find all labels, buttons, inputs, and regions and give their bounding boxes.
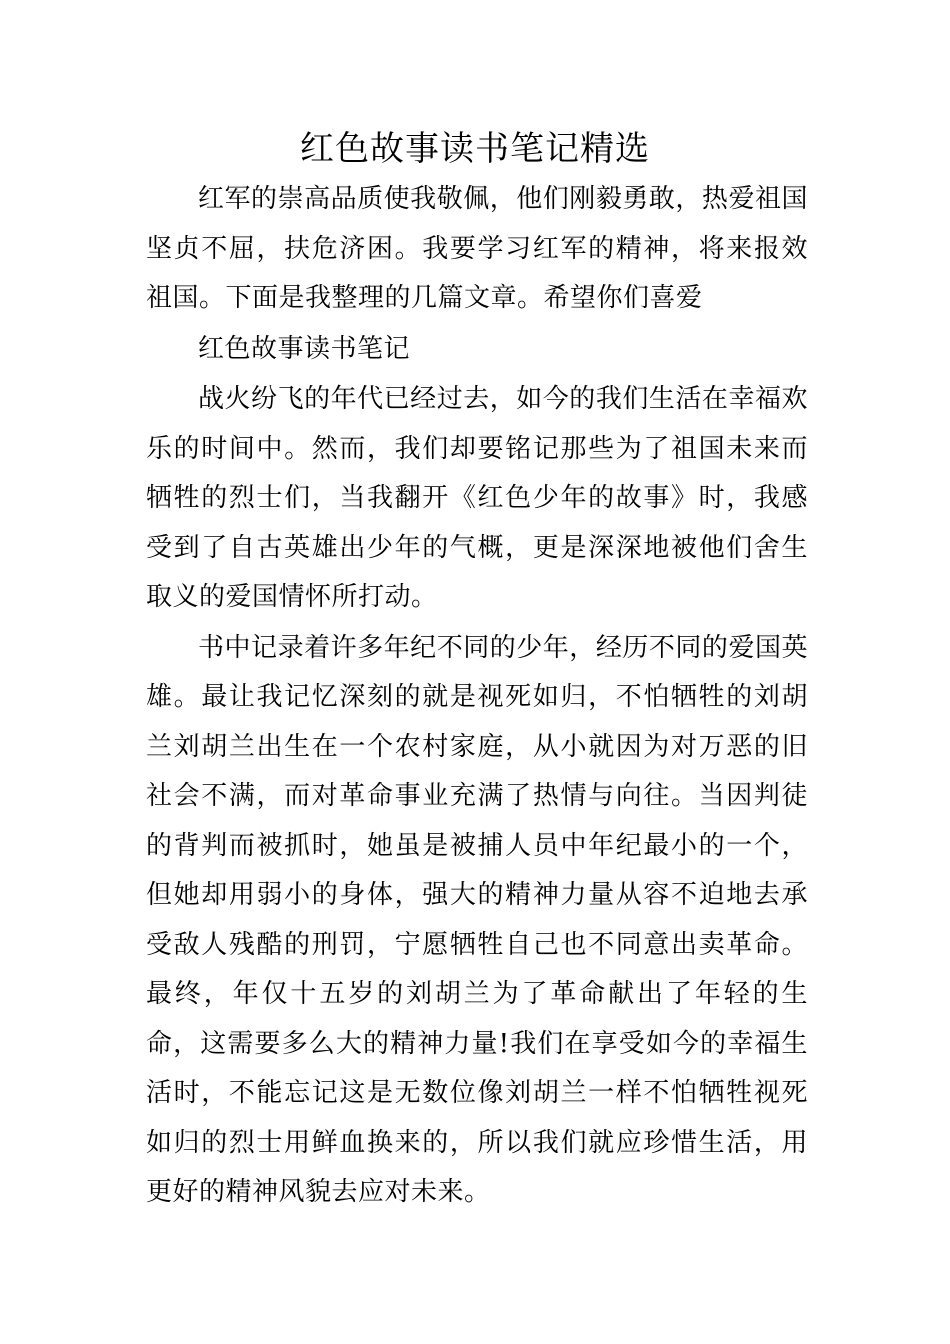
section-heading: 红色故事读书笔记 — [198, 333, 411, 364]
intro-paragraph: 红军的崇高品质使我敬佩，他们刚毅勇敢，热爱祖国坚贞不屈，扶危济困。我要学习红军的精神，将来报效祖国。下面是我整理的几篇文章。希望你们喜爱 — [146, 184, 808, 313]
document-title: 红色故事读书笔记精选 — [300, 129, 650, 169]
document-body — [146, 175, 808, 1218]
body-paragraph-2: 书中记录着许多年纪不同的少年，经历不同的爱国英雄。最让我记忆深刻的就是视死如归，不怕牺牲的刘胡兰刘胡兰出生在一个农村家庭，从小就因为对万恶的旧社会不满，而对革命事业充满了热情与向往。当因判徒的背判而被抓时，她虽是被捕人员中年纪最小的一个，但她却用弱小的身体，强大的精神力量从容不迫地去承受敌人残酷的刑罚，宁愿牺牲自己也不同意出卖革命。最终，年仅十五岁的刘胡兰为了革命献出了年轻的生命，这需要多么大的精神力量!我们在享受如今的幸福生活时，不能忘记这是无数位像刘胡兰一样不怕牺牲视死如归的烈士用鲜血换来的，所以我们就应珍惜生活，用更好的精神风貌去应对未来。 — [146, 632, 808, 1207]
body-paragraph-1: 战火纷飞的年代已经过去，如今的我们生活在幸福欢乐的时间中。然而，我们却要铭记那些为了祖国未来而牺牲的烈士们，当我翻开《红色少年的故事》时，我感受到了自古英雄出少年的气概，更是深深地被他们舍生取义的爱国情怀所打动。 — [146, 384, 808, 612]
